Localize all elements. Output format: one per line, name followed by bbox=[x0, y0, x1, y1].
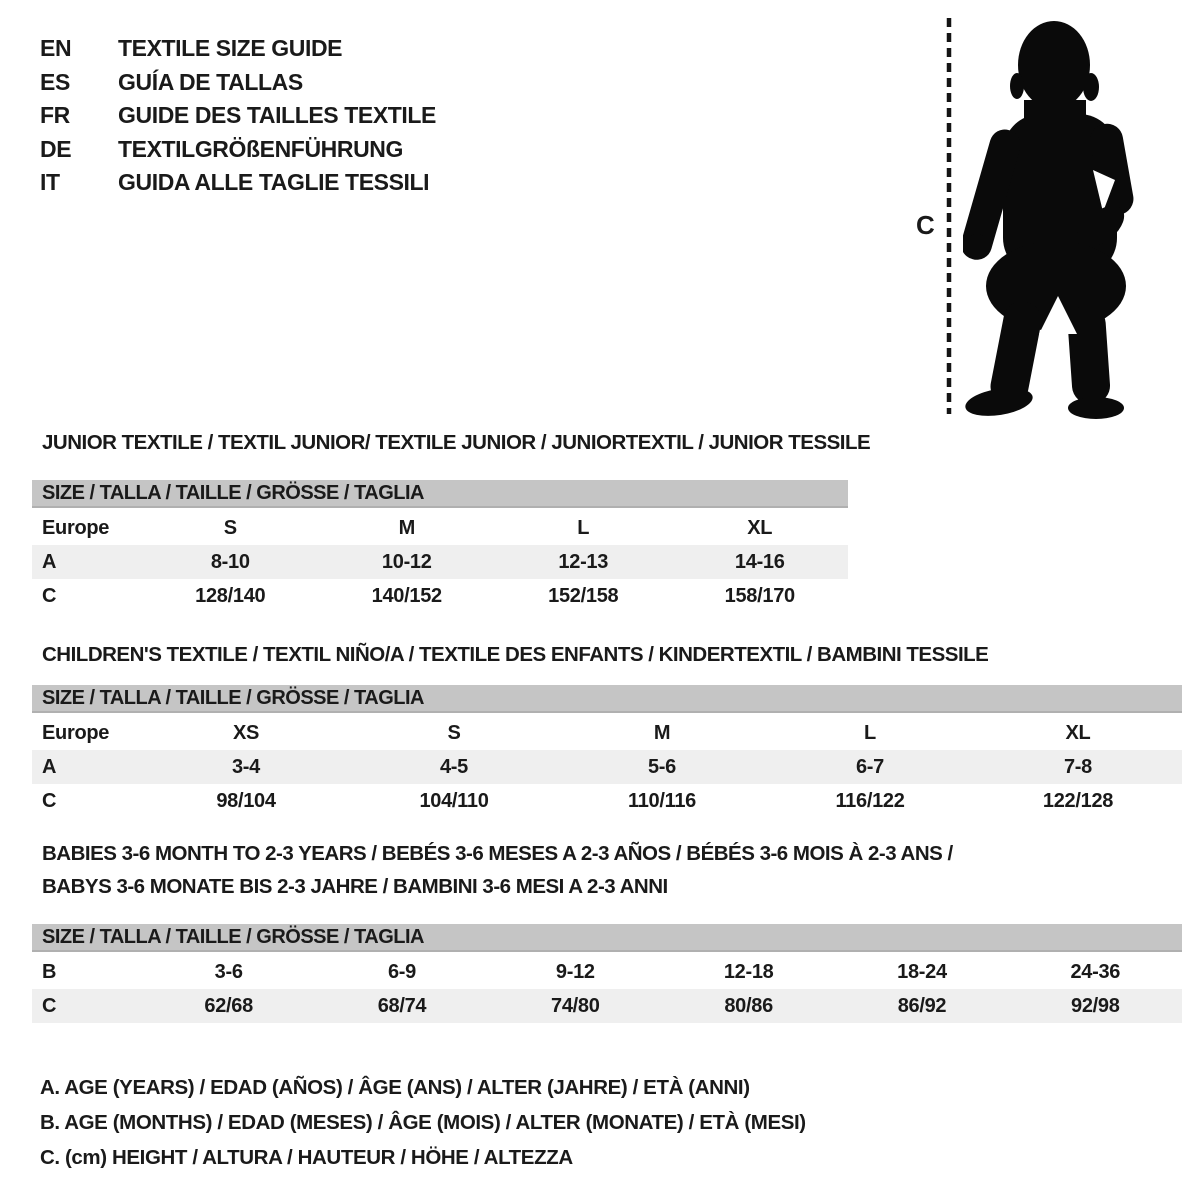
table-row bbox=[32, 579, 848, 613]
section-title-babies-line2: BABYS 3-6 MONATE BIS 2-3 JAHRE / BAMBINI 3-6 MESI A 2-3 ANNI bbox=[42, 875, 668, 898]
table-cell: L bbox=[577, 516, 590, 539]
table-cell: 122/128 bbox=[1042, 789, 1114, 812]
language-title: GUÍA DE TALLAS bbox=[118, 68, 303, 95]
language-code: ES bbox=[40, 68, 70, 95]
section-title-junior: JUNIOR TEXTILE / TEXTIL JUNIOR/ TEXTILE JUNIOR / JUNIORTEXTIL / JUNIOR TESSILE bbox=[42, 431, 871, 454]
table-cell: XS bbox=[232, 721, 260, 744]
table-cell: 3-4 bbox=[231, 755, 260, 778]
table-cell: 10-12 bbox=[381, 550, 432, 573]
language-row-en bbox=[40, 32, 436, 66]
table-cell: 68/74 bbox=[377, 994, 427, 1017]
row-label: A bbox=[42, 550, 57, 573]
language-title: TEXTILE SIZE GUIDE bbox=[118, 35, 343, 62]
table-cell: 7-8 bbox=[1063, 755, 1092, 778]
table-cell: 80/86 bbox=[724, 994, 773, 1017]
language-title-block bbox=[40, 32, 436, 200]
row-label: C bbox=[42, 994, 57, 1017]
table-cell: L bbox=[864, 721, 876, 744]
section-title-children: CHILDREN'S TEXTILE / TEXTIL NIÑO/A / TEXTILE DES ENFANTS / KINDERTEXTIL / BAMBINI TESSILE bbox=[42, 643, 989, 666]
row-label: Europe bbox=[42, 721, 110, 744]
table-cell: M bbox=[653, 721, 671, 744]
table-cell: 116/122 bbox=[835, 789, 905, 812]
table-cell: 110/116 bbox=[628, 789, 696, 812]
table-row bbox=[32, 955, 1182, 989]
table-cell: 98/104 bbox=[216, 789, 276, 812]
table-cell: XL bbox=[1065, 721, 1091, 744]
table-cell: 104/110 bbox=[419, 789, 489, 812]
language-code: DE bbox=[40, 135, 72, 162]
section-title-babies-line1: BABIES 3-6 MONTH TO 2-3 YEARS / BEBÉS 3-6 MESES A 2-3 AÑOS / BÉBÉS 3-6 MOIS À 2-3 ANS / bbox=[42, 842, 953, 865]
measurement-legend bbox=[40, 1070, 806, 1175]
table-cell: 8-10 bbox=[210, 550, 250, 573]
children-size-table bbox=[32, 685, 1182, 818]
table-cell: 92/98 bbox=[1071, 994, 1120, 1017]
language-title: TEXTILGRÖßENFÜHRUNG bbox=[118, 135, 403, 162]
table-cell: 3-6 bbox=[214, 960, 243, 983]
table-row bbox=[32, 750, 1182, 784]
language-row-it bbox=[40, 166, 436, 200]
table-cell: 18-24 bbox=[897, 960, 947, 983]
size-header-bar: SIZE / TALLA / TAILLE / GRÖSSE / TAGLIA bbox=[32, 685, 1182, 713]
table-cell: 12-18 bbox=[723, 960, 774, 983]
babies-size-table bbox=[32, 924, 1182, 1023]
language-code: FR bbox=[40, 102, 70, 129]
baby-silhouette-icon bbox=[963, 14, 1135, 419]
table-cell: 86/92 bbox=[897, 994, 947, 1017]
size-header-bar: SIZE / TALLA / TAILLE / GRÖSSE / TAGLIA bbox=[32, 480, 848, 508]
height-measure-dashed-line bbox=[944, 16, 954, 416]
language-row-fr bbox=[40, 99, 436, 133]
language-code: EN bbox=[40, 35, 72, 62]
legend-line-a: A. AGE (YEARS) / EDAD (AÑOS) / ÂGE (ANS) / ALTER (JAHRE) / ETÀ (ANNI) bbox=[40, 1076, 750, 1099]
table-row bbox=[32, 716, 1182, 750]
table-cell: 9-12 bbox=[555, 960, 595, 983]
height-measure-label-c: C bbox=[916, 210, 935, 240]
size-header-bar: SIZE / TALLA / TAILLE / GRÖSSE / TAGLIA bbox=[32, 924, 1182, 952]
table-cell: S bbox=[223, 516, 237, 539]
row-label: C bbox=[42, 584, 57, 607]
language-title: GUIDE DES TAILLES TEXTILE bbox=[118, 102, 436, 129]
table-cell: XL bbox=[747, 516, 773, 539]
row-label: B bbox=[42, 960, 57, 983]
table-cell: 74/80 bbox=[551, 994, 600, 1017]
table-cell: 62/68 bbox=[204, 994, 253, 1017]
table-cell: S bbox=[447, 721, 461, 744]
language-code: IT bbox=[40, 169, 60, 196]
table-cell: 152/158 bbox=[548, 584, 619, 607]
row-label: Europe bbox=[42, 516, 110, 539]
row-label: A bbox=[42, 755, 57, 778]
table-cell: 24-36 bbox=[1070, 960, 1121, 983]
table-cell: 140/152 bbox=[371, 584, 442, 607]
row-label: C bbox=[42, 789, 57, 812]
table-cell: 6-9 bbox=[387, 960, 416, 983]
table-row bbox=[32, 545, 848, 579]
table-cell: M bbox=[398, 516, 415, 539]
table-row bbox=[32, 784, 1182, 818]
table-row bbox=[32, 511, 848, 545]
legend-line-c: C. (cm) HEIGHT / ALTURA / HAUTEUR / HÖHE / ALTEZZA bbox=[40, 1146, 573, 1169]
table-cell: 6-7 bbox=[855, 755, 884, 778]
language-title: GUIDA ALLE TAGLIE TESSILI bbox=[118, 169, 430, 196]
junior-size-table bbox=[32, 480, 848, 613]
language-row-es bbox=[40, 66, 436, 100]
table-cell: 158/170 bbox=[724, 584, 795, 607]
table-row bbox=[32, 989, 1182, 1023]
language-row-de bbox=[40, 133, 436, 167]
table-cell: 14-16 bbox=[734, 550, 785, 573]
legend-line-b: B. AGE (MONTHS) / EDAD (MESES) / ÂGE (MOIS) / ALTER (MONATE) / ETÀ (MESI) bbox=[40, 1111, 806, 1134]
table-cell: 5-6 bbox=[647, 755, 676, 778]
table-cell: 12-13 bbox=[558, 550, 609, 573]
table-cell: 128/140 bbox=[195, 584, 266, 607]
table-cell: 4-5 bbox=[439, 755, 468, 778]
